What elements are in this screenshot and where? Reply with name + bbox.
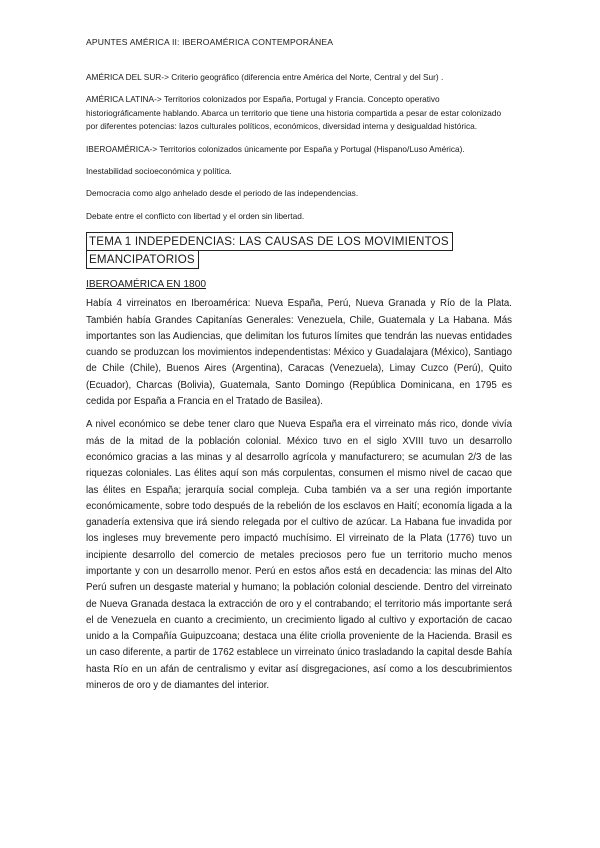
intro-note-democracy: Democracia como algo anhelado desde el periodo de las independencias. xyxy=(86,188,359,199)
intro-definition-iberoamerica: IBEROAMÉRICA-> Territorios colonizados únicamente por España y Portugal (Hispano/Luso América). xyxy=(86,143,465,154)
topic-title-line-2: EMANCIPATORIOS xyxy=(86,250,199,269)
paragraph-virreinatos: Había 4 virreinatos en Iberoamérica: Nueva España, Perú, Nueva Granada y Río de la Plata. También había Grandes Capitanías Generales: Venezuela, Chile, Guatemala y La Habana. Más importantes son las Audiencias, que delimitan los futuros límites que tendrán las nuevas entidades cuando se produzcan los movimientos independentistas: México y Guadalajara (México), Santiago de Chile (Chile), Buenos Aires (Argentina), Caracas (Venezuela), Limay Cuzco (Perú), Quito (Ecuador), Charcas (Bolivia), Guatemala, Santo Domingo (República Dominicana, en 1795 es cedida por España a Francia en el Tratado de Basilea). xyxy=(86,298,512,408)
intro-note-instability: Inestabilidad socioeconómica y política. xyxy=(86,166,232,177)
topic-title-line-1: TEMA 1 INDEPEDENCIAS: LAS CAUSAS DE LOS MOVIMIENTOS xyxy=(86,232,453,251)
paragraph-economia: A nivel económico se debe tener claro que Nueva España era el virreinato más rico, donde vivía más de la mitad de la población colonial. México tuvo en el siglo XVIII tuvo un desarrollo económico gracias a las minas y al desarrollo agrícola y manufacturero; se acumulan 2/3 de las riquezas coloniales. Las élites aquí son más corpulentas, consumen el mismo nivel de cacao que las élites en España; jerarquía social compleja. Cuba también va a ser una región importante económicamente, sobre todo después de la rebelión de los esclavos en Haití; economía ligada a la ganadería extensiva que irá siendo relegada por el cultivo de azúcar. La Habana fue invadida por los ingleses muy brevemente pero impactó muchísimo. El virreinato de la Plata (1776) tuvo un incipiente desarrollo del comercio de metales preciosos pero fue un territorio mucho menos importante y con un desarrollo menor. Perú en estos años está en decadencia: las minas del Alto Perú sufren un desgaste material y humano; la población colonial desciende. Dentro del virreinato de Nueva Granada destaca la extracción de oro y el contrabando; el territorio más importante será el de Venezuela en cuanto a crecimiento, un crecimiento ligado al cultivo y exportación de cacao unido a la Compañía Guipuzcoana; destaca una élite criolla proveniente de la Hacienda. Brasil es un caso diferente, a partir de 1762 establece un virreinato único trasladando la capital desde Bahía hasta Río en un afán de centralismo y evitar así disgregaciones, así como a los descubrimientos mineros de oro y de diamantes del interior. xyxy=(86,419,512,692)
page-header: APUNTES AMÉRICA II: IBEROAMÉRICA CONTEMPORÁNEA xyxy=(86,37,334,47)
topic-title xyxy=(86,232,512,269)
intro-definition-america-del-sur: AMÉRICA DEL SUR-> Criterio geográfico (diferencia entre América del Norte, Central y del Sur) . xyxy=(86,72,444,82)
intro-definition-america-latina: AMÉRICA LATINA-> Territorios colonizados por España, Portugal y Francia. Concepto operativo historiográficamente hablando. Abarca un territorio que tiene una historia compartida a pesar de estar colonizado por diferentes potencias: lazos culturales políticos, económicos, diversidad interna y desigualdad histórica. xyxy=(86,94,502,132)
intro-note-debate: Debate entre el conflicto con libertad y el orden sin libertad. xyxy=(86,210,305,221)
section-heading: IBEROAMÉRICA EN 1800 xyxy=(86,279,207,291)
